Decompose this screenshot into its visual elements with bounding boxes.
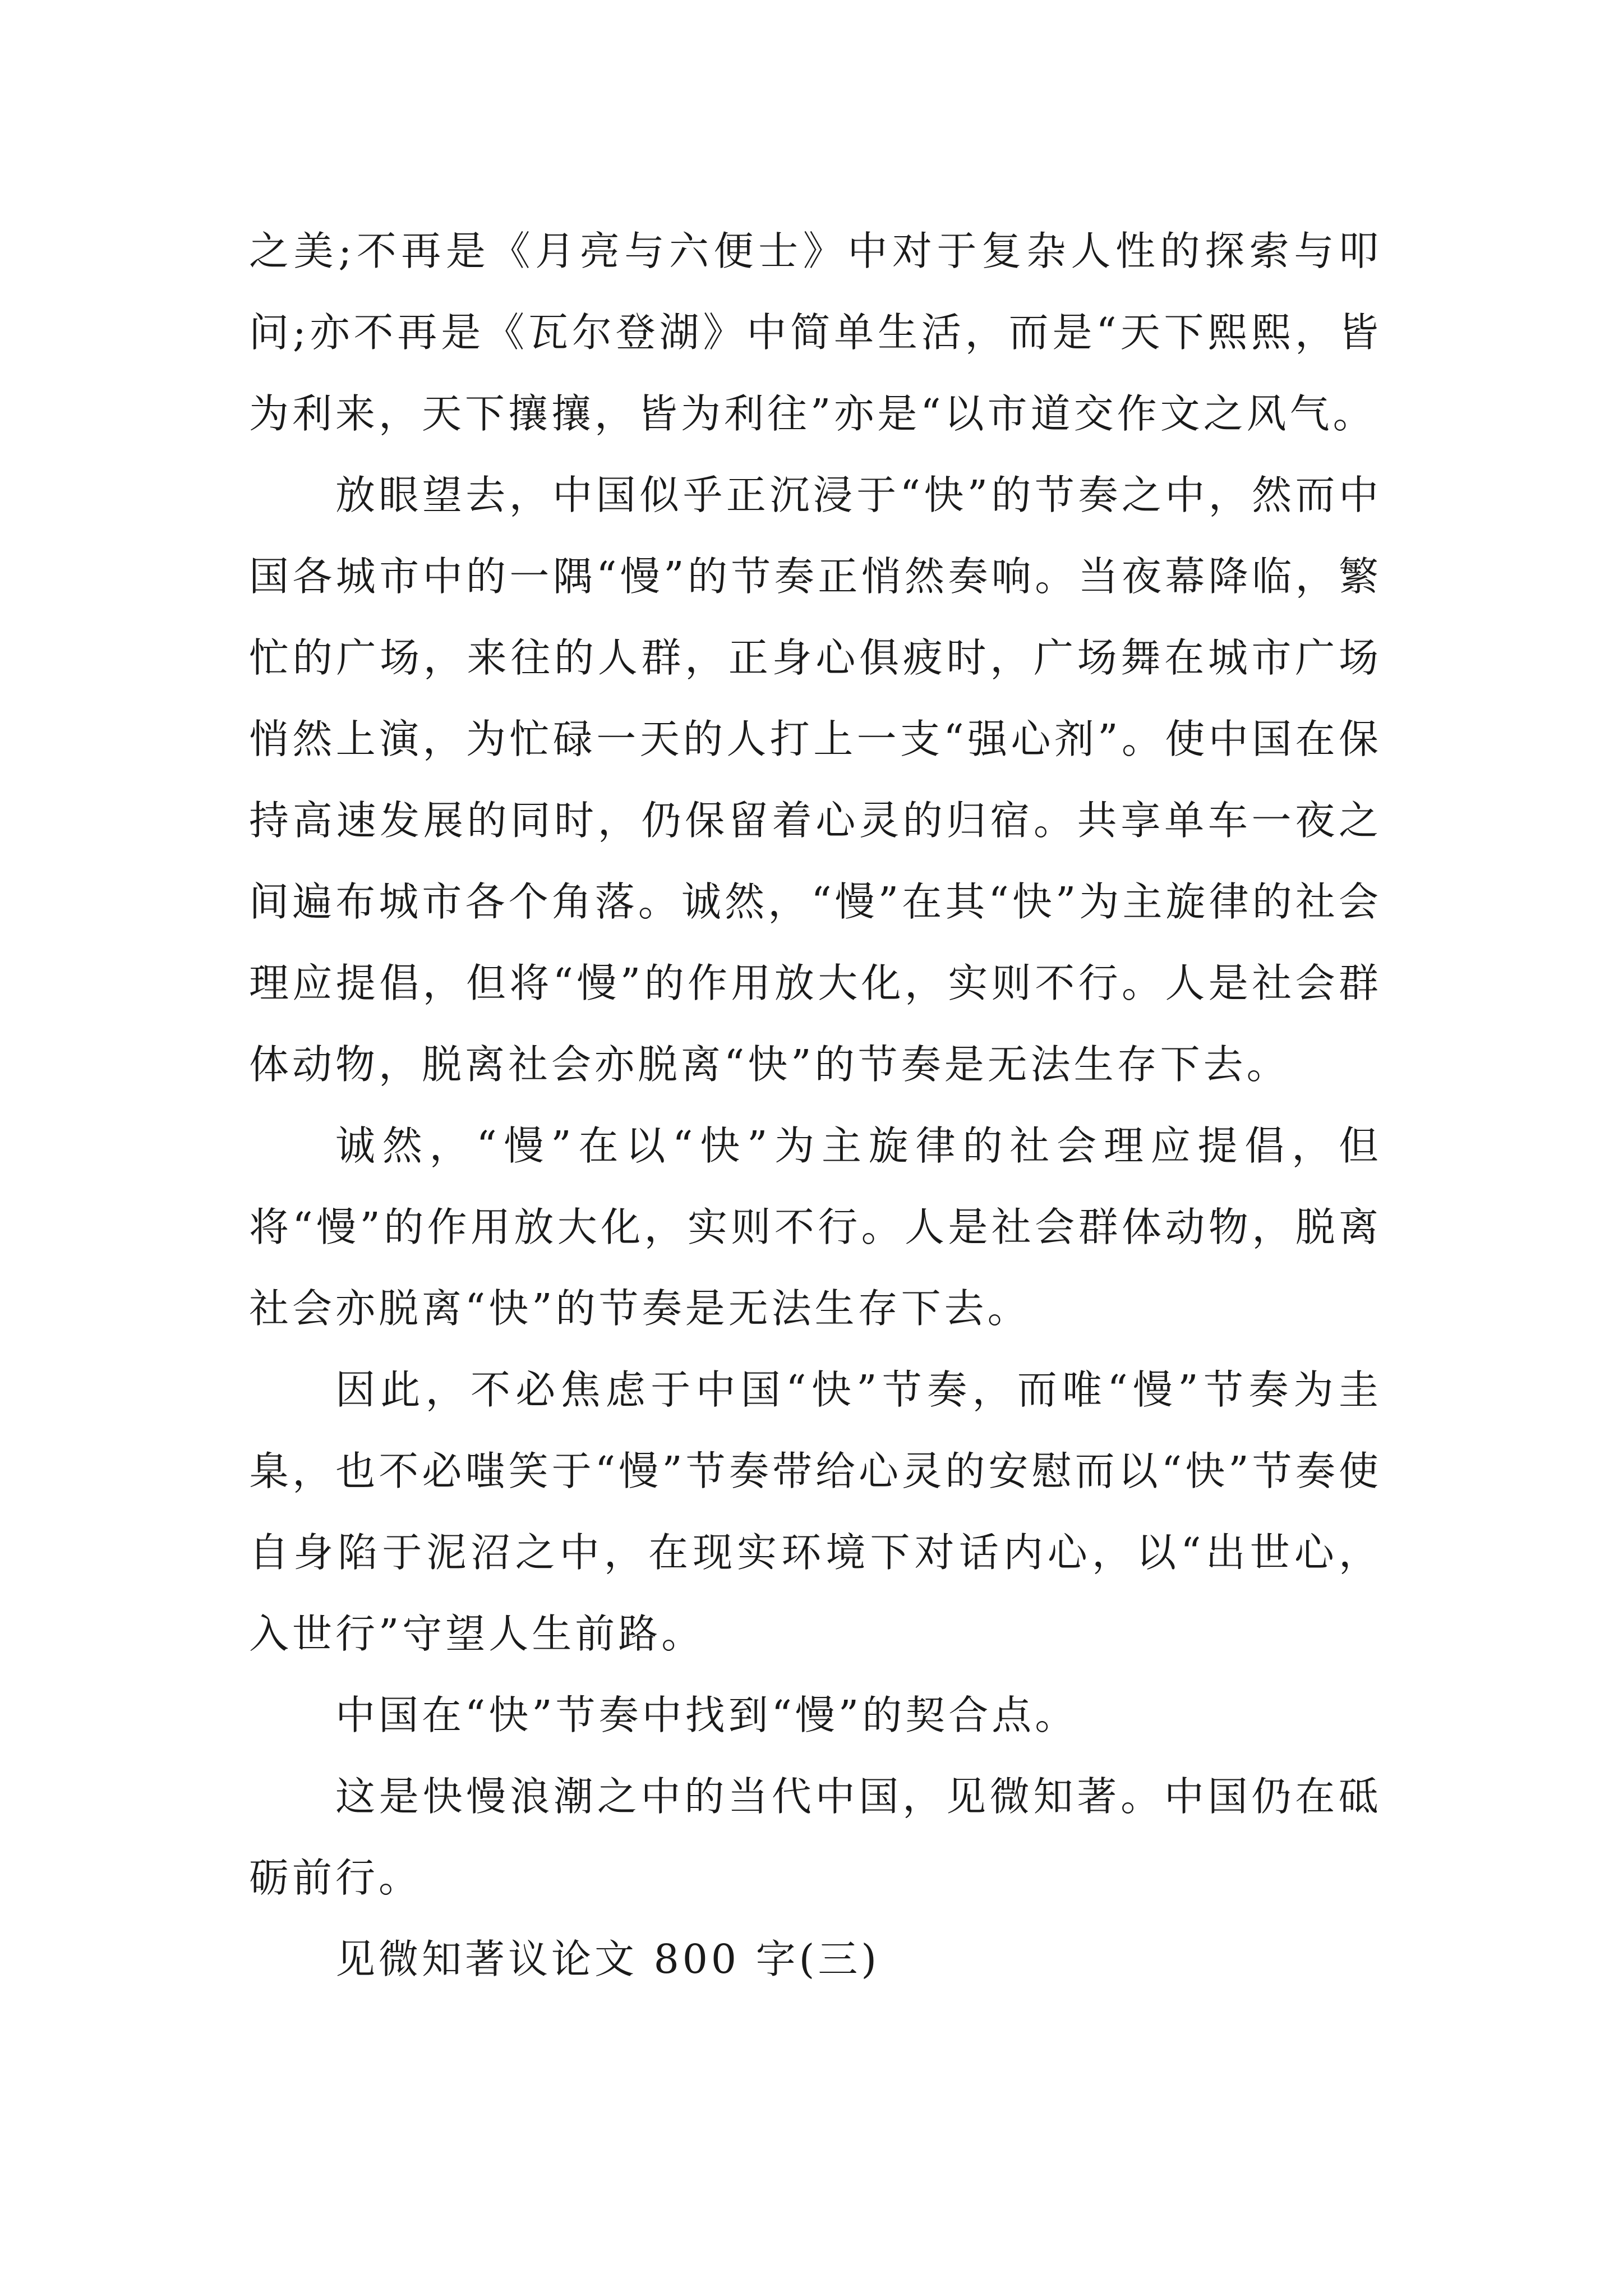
document-body [249,210,1382,2000]
paragraph-continuation: 之美;不再是《月亮与六便士》中对于复杂人性的探索与叩问;亦不再是《瓦尔登湖》中简单生活，而是“天下熙熙，皆为利来，天下攘攘，皆为利往”亦是“以市道交作文之风气。 [249,228,1382,437]
paragraph: 放眼望去，中国似乎正沉浸于“快”的节奏之中，然而中国各城市中的一隅“慢”的节奏正悄然奏响。当夜幕降临，繁忙的广场，来往的人群，正身心俱疲时，广场舞在城市广场悄然上演，为忙碌一天的人打上一支“强心剂”。使中国在保持高速发展的同时，仍保留着心灵的归宿。共享单车一夜之间遍布城市各个角落。诚然，“慢”在其“快”为主旋律的社会理应提倡，但将“慢”的作用放大化，实则不行。人是社会群体动物，脱离社会亦脱离“快”的节奏是无法生存下去。 [249,472,1382,1088]
paragraph: 诚然，“慢”在以“快”为主旋律的社会理应提倡，但将“慢”的作用放大化，实则不行。人是社会群体动物，脱离社会亦脱离“快”的节奏是无法生存下去。 [249,1122,1382,1332]
section-heading: 见微知著议论文 800 字(三) [335,1936,880,1982]
paragraph: 因此，不必焦虑于中国“快”节奏，而唯“慢”节奏为圭臬，也不必嗤笑于“慢”节奏带给心灵的安慰而以“快”节奏使自身陷于泥沼之中，在现实环境下对话内心，以“出世心，入世行”守望人生前路。 [249,1366,1382,1657]
paragraph: 这是快慢浪潮之中的当代中国，见微知著。中国仍在砥砺前行。 [249,1773,1382,1901]
paragraph: 中国在“快”节奏中找到“慢”的契合点。 [335,1692,1078,1738]
